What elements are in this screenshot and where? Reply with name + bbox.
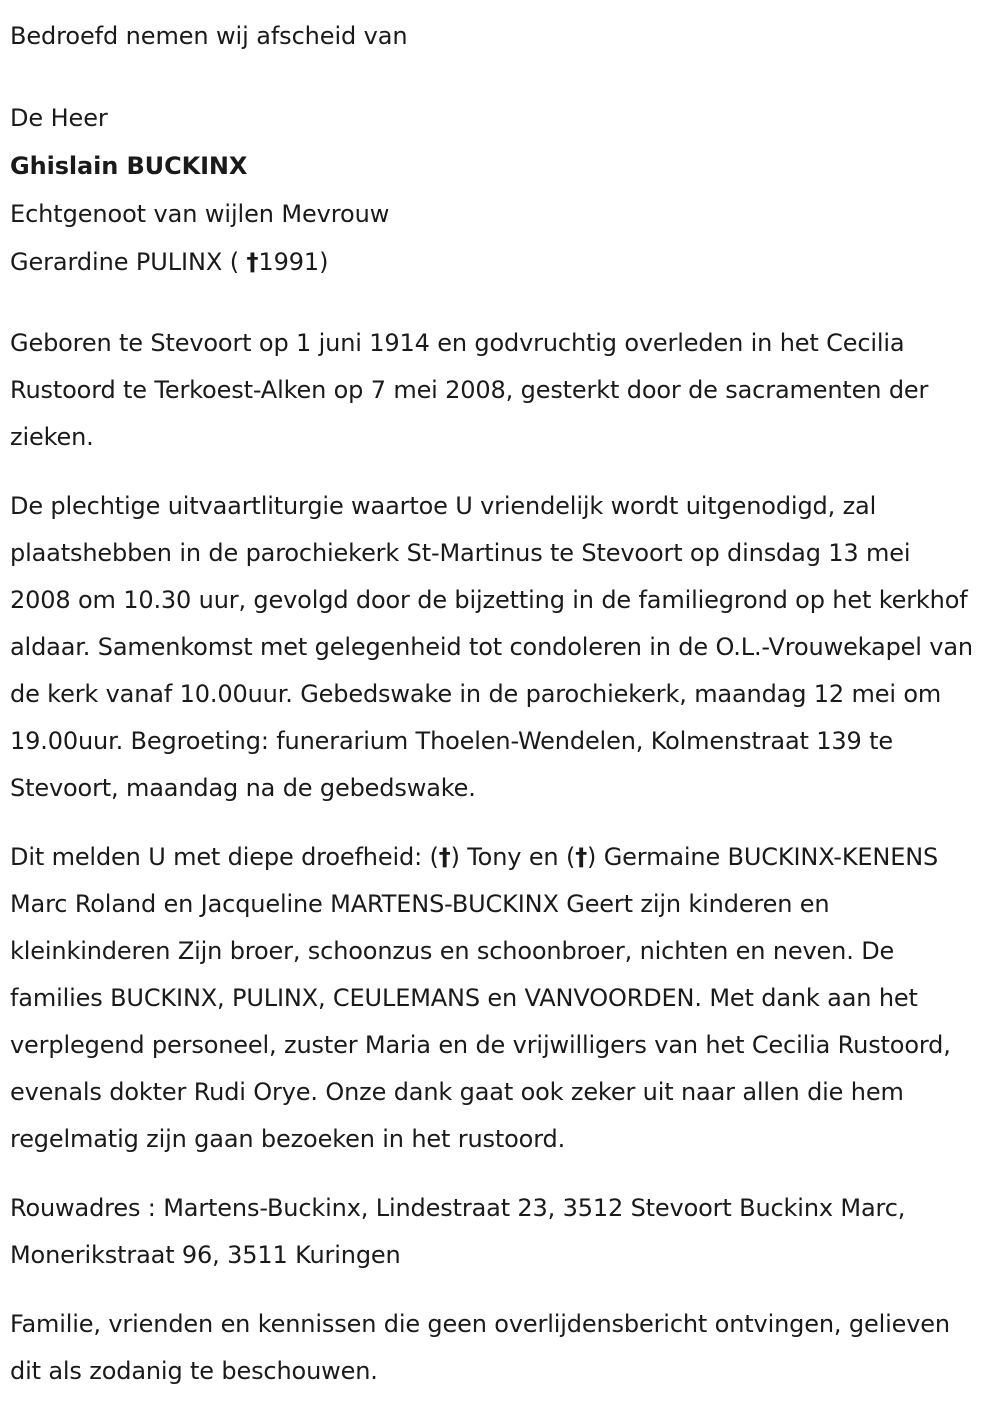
spacer-before-survivors xyxy=(10,812,986,834)
survivors-mid: ) Tony en ( xyxy=(450,843,576,871)
spouse-name-prefix: Gerardine PULINX ( xyxy=(10,248,247,276)
spouse-relation-line: Echtgenoot van wijlen Mevrouw xyxy=(10,200,390,228)
spacer-before-address xyxy=(10,1163,986,1185)
dagger-icon-1: † xyxy=(438,843,451,871)
dagger-icon: † xyxy=(246,248,259,276)
deceased-name: Ghislain BUCKINX xyxy=(10,152,248,180)
spacer-before-life xyxy=(10,286,986,320)
salutation-line: De Heer xyxy=(10,104,108,132)
spacer-before-closing xyxy=(10,1279,986,1301)
survivors-intro: Dit melden U met diepe droefheid: ( xyxy=(10,843,439,871)
opening-line: Bedroefd nemen wij afscheid van xyxy=(10,22,408,50)
dagger-icon-2: † xyxy=(575,843,588,871)
survivors-rest: ) Germaine BUCKINX-KENENS Marc Roland en Jacqueline MARTENS-BUCKINX Geert zijn kinderen en kleinkinderen Zijn broer, schoonzus en schoonbroer, nichten en neven. De families BUCKINX, PULINX, CEULEMANS en VANVOORDEN. Met dank aan het verplegend personeel, zuster Maria en de vrijwilligers van het Cecilia Rustoord, evenals dokter Rudi Orye. Onze dank gaat ook zeker uit naar allen die hem regelmatig zijn gaan bezoeken in het rustoord. xyxy=(10,843,951,1153)
service-paragraph: De plechtige uitvaartliturgie waartoe U vriendelijk wordt uitgenodigd, zal plaatshebben in de parochiekerk St-Martinus te Stevoort op dinsdag 13 mei 2008 om 10.30 uur, gevolgd door de bijzetting in de familiegrond op het kerkhof aldaar. Samenkomst met gelegenheid tot condoleren in de O.L.-Vrouwekapel van de kerk vanaf 10.00uur. Gebedswake in de parochiekerk, maandag 12 mei om 19.00uur. Begroeting: funerarium Thoelen-Wendelen, Kolmenstraat 139 te Stevoort, maandag na de gebedswake. xyxy=(10,492,973,802)
spacer-after-opening xyxy=(10,60,986,94)
spacer-before-service xyxy=(10,461,986,483)
mourning-address-paragraph: Rouwadres : Martens-Buckinx, Lindestraat 23, 3512 Stevoort Buckinx Marc, Monerikstraat 96, 3511 Kuringen xyxy=(10,1194,906,1269)
survivors-paragraph xyxy=(10,834,978,1163)
closing-paragraph: Familie, vrienden en kennissen die geen overlijdensbericht ontvingen, gelieven dit als zodanig te beschouwen. xyxy=(10,1310,950,1385)
life-paragraph: Geboren te Stevoort op 1 juni 1914 en godvruchtig overleden in het Cecilia Rustoord te Terkoest-Alken op 7 mei 2008, gesterkt door de sacramenten der zieken. xyxy=(10,329,929,451)
spouse-name-suffix: 1991) xyxy=(258,248,329,276)
spouse-name-line xyxy=(10,238,986,286)
